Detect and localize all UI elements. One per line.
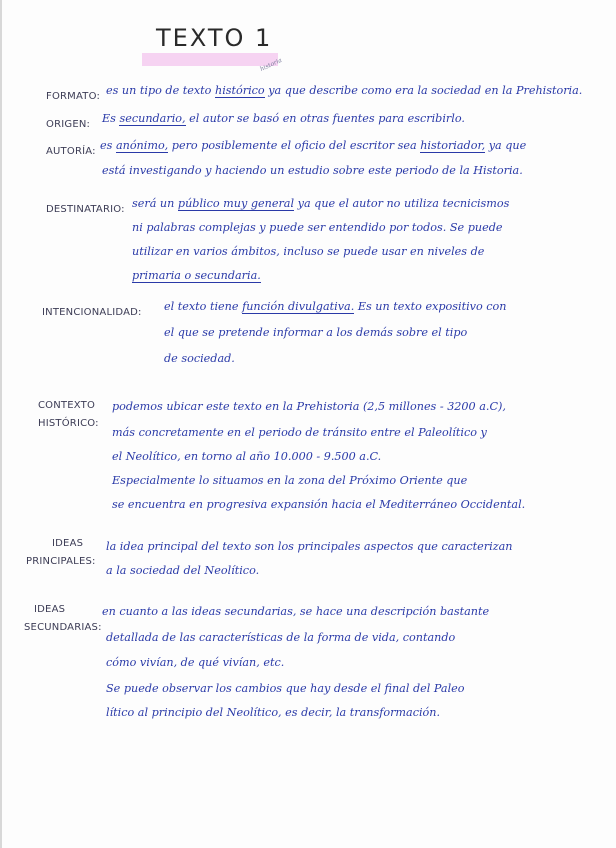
margin-note: historia — [259, 56, 284, 73]
destinatario-line-2: ni palabras complejas y puede ser entendido por todos. Se puede — [132, 221, 503, 234]
title-highlight — [142, 53, 278, 66]
intencionalidad-line-1: el texto tiene función divulgativa. Es un texto expositivo con — [164, 300, 507, 313]
label-ideas-secundarias-2: SECUNDARIAS: — [24, 622, 102, 633]
secundarias-line-2: detallada de las características de la forma de vida, contando — [106, 631, 456, 644]
secundarias-line-5: lítico al principio del Neolítico, es decir, la transformación. — [106, 706, 441, 719]
label-autoria: AUTORÍA: — [46, 146, 96, 157]
destinatario-line-4: primaria o secundaria. — [132, 269, 261, 282]
destinatario-line-3: utilizar en varios ámbitos, incluso se puede usar en niveles de — [132, 245, 485, 258]
contexto-line-1: podemos ubicar este texto en la Prehistoria (2,5 millones - 3200 a.C), — [112, 400, 506, 413]
label-destinatario: DESTINATARIO: — [46, 204, 125, 215]
page-title: TEXTO 1 — [156, 24, 273, 52]
contexto-line-4: Especialmente lo situamos en la zona del Próximo Oriente que — [112, 474, 468, 487]
intencionalidad-line-2: el que se pretende informar a los demás sobre el tipo — [164, 326, 468, 339]
label-contexto: CONTEXTO — [38, 400, 96, 411]
secundarias-line-4: Se puede observar los cambios que hay desde el final del Paleo — [106, 682, 465, 695]
label-ideas-principales-1: IDEAS — [52, 538, 84, 549]
label-ideas-principales-2: PRINCIPALES: — [26, 556, 96, 567]
autoria-line-2: está investigando y haciendo un estudio sobre este periodo de la Historia. — [102, 164, 523, 177]
contexto-line-3: el Neolítico, en torno al año 10.000 - 9.500 a.C. — [112, 450, 382, 463]
label-formato: FORMATO: — [46, 91, 101, 102]
destinatario-line-1: será un público muy general ya que el autor no utiliza tecnicismos — [132, 197, 510, 210]
label-historico: HISTÓRICO: — [38, 418, 99, 429]
autoria-line-1: es anónimo, pero posiblemente el oficio del escritor sea historiador, ya que — [100, 139, 527, 152]
principales-line-2: a la sociedad del Neolítico. — [106, 564, 260, 577]
formato-line-1: es un tipo de texto histórico ya que describe como era la sociedad en la Prehistoria. — [106, 84, 583, 97]
principales-line-1: la idea principal del texto son los principales aspectos que caracterizan — [106, 540, 513, 553]
label-ideas-secundarias-1: IDEAS — [34, 604, 66, 615]
contexto-line-5: se encuentra en progresiva expansión hacia el Mediterráneo Occidental. — [112, 498, 526, 511]
contexto-line-2: más concretamente en el periodo de tránsito entre el Paleolítico y — [112, 426, 487, 439]
origen-line-1: Es secundario, el autor se basó en otras fuentes para escribirlo. — [102, 112, 465, 125]
secundarias-line-3: cómo vivían, de qué vivían, etc. — [106, 656, 285, 669]
secundarias-line-1: en cuanto a las ideas secundarias, se hace una descripción bastante — [102, 605, 490, 618]
label-intencionalidad: INTENCIONALIDAD: — [42, 307, 142, 318]
label-origen: ORIGEN: — [46, 119, 91, 130]
intencionalidad-line-3: de sociedad. — [164, 352, 235, 365]
